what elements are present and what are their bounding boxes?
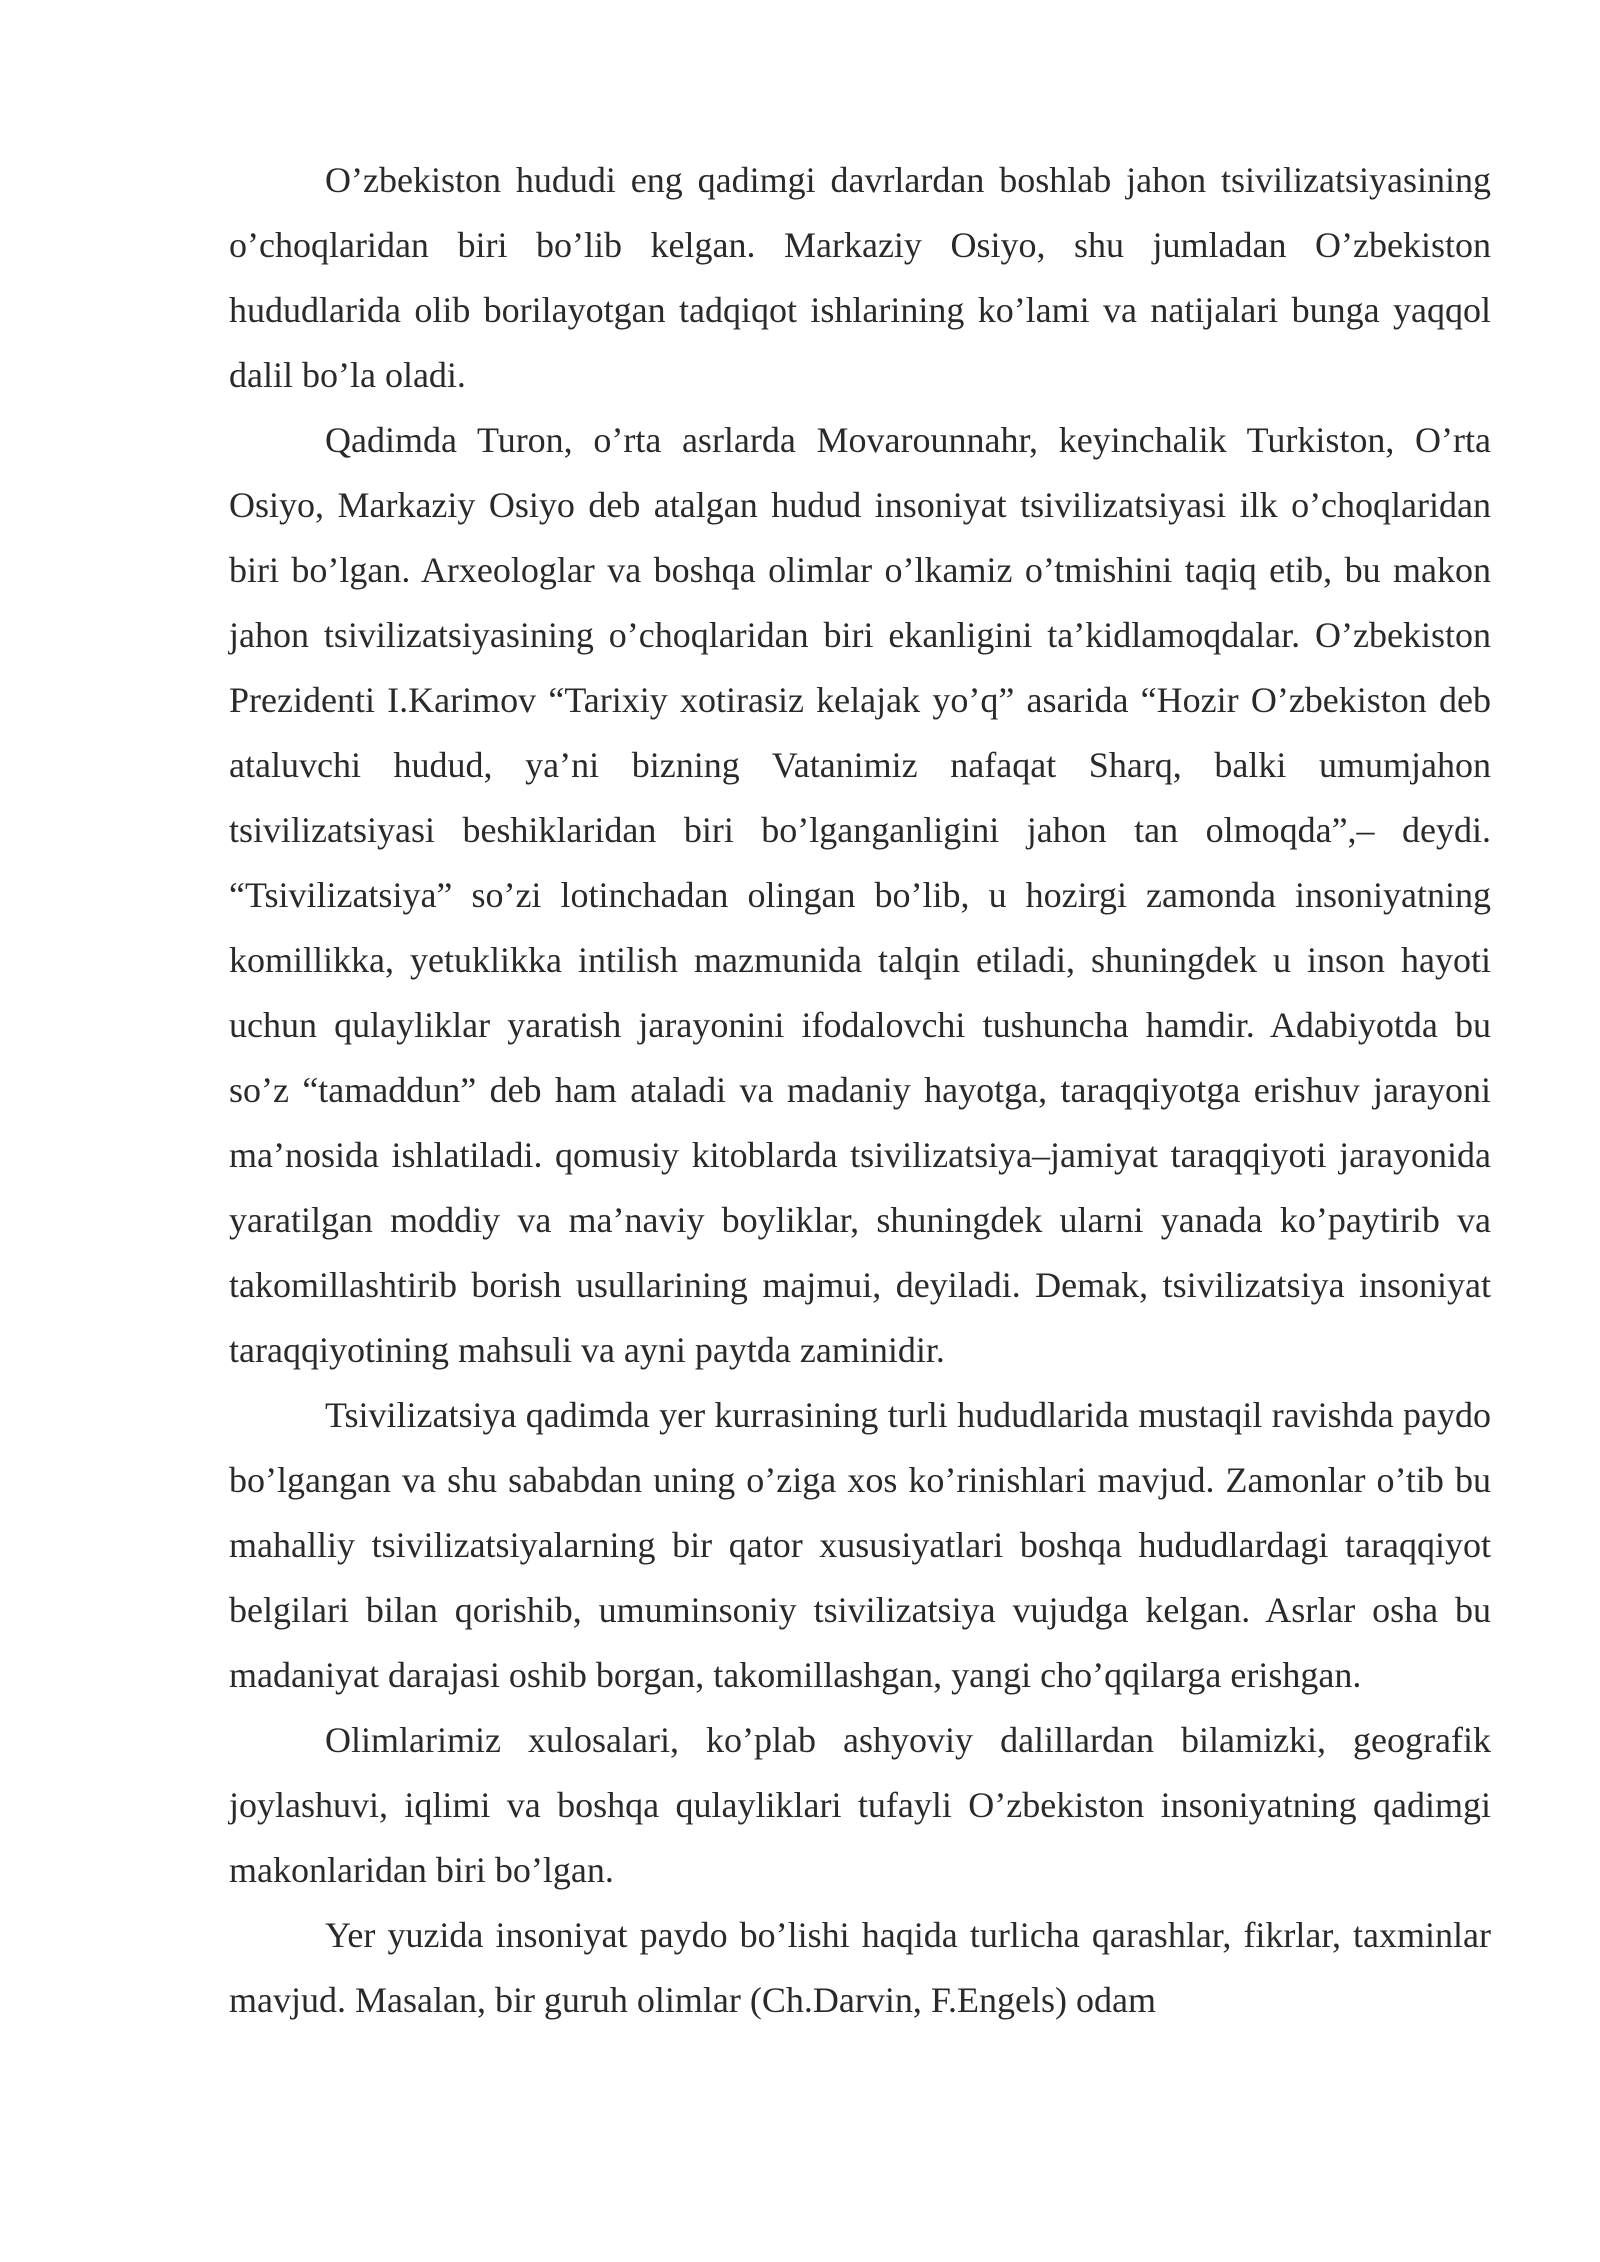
paragraph: Olimlarimiz xulosalari, ko’plab ashyoviy dalillardan bilamizki, geografik joylashuvi, iqlimi va boshqa qulayliklari tufayli O’zbekiston insoniyatning qadimgi makonlaridan biri bo’lgan. — [229, 1720, 1491, 1890]
paragraph: Qadimda Turon, o’rta asrlarda Movarounnahr, keyinchalik Turkiston, O’rta Osiyo, Markaziy Osiyo deb atalgan hudud insoniyat tsivilizatsiyasi ilk o’choqlaridan biri bo’lgan. Arxeologlar va boshqa olimlar o’lkamiz o’tmishini taqiq etib, bu makon jahon tsivilizatsiyasining o’choqlaridan biri ekanligini ta’kidlamoqdalar. O’zbekiston Prezidenti I.Karimov “Tarixiy xotirasiz kelajak yo’q” asarida “Hozir O’zbekiston deb ataluvchi hudud, ya’ni bizning Vatanimiz nafaqat Sharq, balki umumjahon tsivilizatsiyasi beshiklaridan biri bo’lganganligini jahon tan olmoqda”,– deydi. “Tsivilizatsiya” so’zi lotinchadan olingan bo’lib, u hozirgi zamonda insoniyatning komillikka, yetuklikka intilish mazmunida talqin etiladi, shuningdek u inson hayoti uchun qulayliklar yaratish jarayonini ifodalovchi tushuncha hamdir. Adabiyotda bu so’z “tamaddun” deb ham ataladi va madaniy hayotga, taraqqiyotga erishuv jarayoni ma’nosida ishlatiladi. qomusiy kitoblarda tsivilizatsiya–jamiyat taraqqiyoti jarayonida yaratilgan moddiy va ma’naviy boyliklar, shuningdek ularni yanada ko’paytirib va takomillashtirib borish usullarining majmui, deyiladi. Demak, tsivilizatsiya insoniyat taraqqiyotining mahsuli va ayni paytda zaminidir. — [229, 420, 1491, 1370]
paragraph: Tsivilizatsiya qadimda yer kurrasining turli hududlarida mustaqil ravishda paydo bo’lgangan va shu sababdan uning o’ziga xos ko’rinishlari mavjud. Zamonlar o’tib bu mahalliy tsivilizatsiyalarning bir qator xususiyatlari boshqa hududlardagi taraqqiyot belgilari bilan qorishib, umuminsoniy tsivilizatsiya vujudga kelgan. Asrlar osha bu madaniyat darajasi oshib borgan, takomillashgan, yangi cho’qqilarga erishgan. — [229, 1395, 1491, 1695]
paragraph: Yer yuzida insoniyat paydo bo’lishi haqida turlicha qarashlar, fikrlar, taxminlar mavjud. Masalan, bir guruh olimlar (Ch.Darvin, F.Engels) odam — [229, 1915, 1491, 2020]
body-text — [229, 148, 1491, 2033]
paragraph: O’zbekiston hududi eng qadimgi davrlardan boshlab jahon tsivilizatsiyasining o’choqlaridan biri bo’lib kelgan. Markaziy Osiyo, shu jumladan O’zbekiston hududlarida olib borilayotgan tadqiqot ishlarining ko’lami va natijalari bunga yaqqol dalil bo’la oladi. — [229, 160, 1491, 395]
